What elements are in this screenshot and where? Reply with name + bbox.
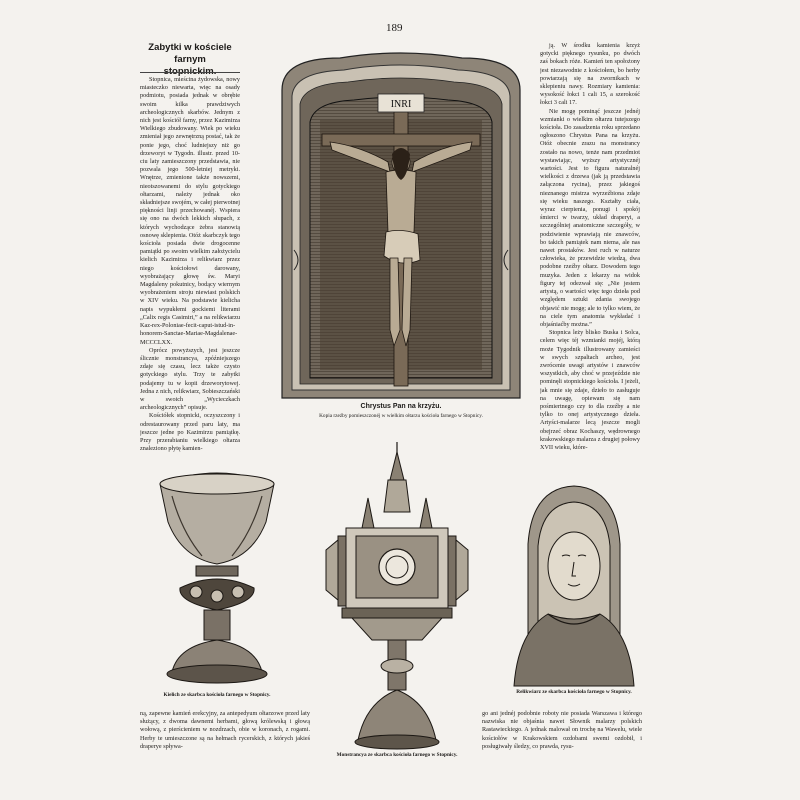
bottom-right-text <box>482 710 642 780</box>
crucifix-caption: Chrystus Pan na krzyżu. <box>360 403 442 410</box>
bottom-left-text <box>140 710 310 780</box>
reliquary-engraving <box>508 484 640 688</box>
paragraph: Stopnica, mieścina żydowska, nowy miasteczko niewarta, więc na osady podmiotu, posiada jednak w obrębie swoim kilka prawdziwych archeologicznych skarbów. Jednym z nich jest kościół farny, przez Kazimirza Wielkiego zbudowany. Wiek po wieku zmieniał jego zewnętrzną postać, tak że ponie jego, choć ludniejszy niż go drzeworyt w Tygodn. illustr. przed 10-ciu laty zamieszczony przedstawia, nie pozwala jego 500-letniej metryki. Wnętrze, zmienione także nowszemi, nieotszowanemi do stylu gotyckiego ołtarzami, należy jednak oko składniejsze swojém, w całej pierwotnej piękności linji przechowanéj. Wspiera się ono na dwóch lekkich słupach, z których wychodzące żebra stanowią osnowę sklepienia. Otóż skarbczyk tego kościoła posiada dwie drogocenne pamiątki po swoim wielkim założycielu kielich Kazimirza i relikwiarz przez niego kościołowi darowany, wyobrażający głowę św. Maryi Magdaleny pokutnicy, bodący wiernym wyobrażeniem stroju niewiast polskich w XIV wieku. Na podstawie kielicha napis wypukłemi gockiemi literami „Calix regis Casimiri,” a na relikwiarzu Kaz-rex-Poloniae-fecit-caput-istud-in-honorem-Sanctae-Mariae-Magdalenae-MCCCLXX. <box>140 76 240 346</box>
crucifix-figure <box>280 50 522 419</box>
inri-plaque-text: INRI <box>390 99 412 110</box>
paragraph: ją. W środku kamienia krzyż gotycki pięknego rysunku, po dwóch zaś bokach róże. Kamień ten społożony jest niezawodnie z kościołem, bo herby powtarzają się na zwornikach w sklepieniu nawy. Rozmiary kamienia: wysokość łokci 1 cali 15, a szerokość łokci 3 cali 17. <box>540 42 640 107</box>
paragraph: Oprócz powyższych, jest jeszcze ślicznie monstrancya, zpóźniejszego zdaje się czasu, lecz także czysto gotyckiego stylu. Trzy te zabytki podajemy tu w kopii drzeworytowej. Jedna z nich, relikwiarz, Sobieszczański w swoich „Wycieczkach archeologicznych” opisuje. <box>140 346 240 412</box>
paragraph: ną, zapewne kamień erekcyjny, za antepedyum ołtarzowe przed laty służący, z dwoma dawnemi herbami, głową królewską i głową wołową, z pierścieniem w nozdrzach, obie w koronach, z rogami. Herby te umieszczone są na hełmach rycerskich, z których jakieś draperye spływa- <box>140 710 310 750</box>
paragraph: go ani jednéj podobnie roboty nie posiada Warszawa i którego nazwiska nie objaśnia nawet Słownik malarzy polskich Rastawieckiego. A jednak malował on trochę na Wawelu, wiele kościołów w Krakowskiem ozdobami swemi ozdobił, i posługiwały śledzy, co prawda, rysu- <box>482 710 642 750</box>
chalice-engraving <box>152 462 282 690</box>
chalice-caption: Kielich ze skarbca kościoła farnego w Stopnicy. <box>163 692 271 698</box>
paragraph: Nie mogę pominąć jeszcze jednéj wzmianki o wielkim ołtarzu tutejszego kościoła. Do zasadzenia roku sprzedano ogłoszono Chrystus Pana na krzyżu. Otóż obecnie zrazu na monstrancy zostało na nowo, tenże nam przedmiot wystawiając, wyższy artystycznéj wartości. Jest to figura naturalnéj wielkości z drzewa (jak ją przedstawia załączona rycina), przez jakiegoś nieznanego mistrza wyrzeźbiona zdaje się wieku naszego. Kształty ciała, wyraz cierpienia, ponugi i spokój śmierci w twarzy, układ draperyi, a szczególniej anatomiczne szczegóły, w podziwienie wprawiają nie znawców, bo takich pamiątek nam niema, ale nas nawet prostaków. Jest ruch w naturze człowieka, że przewidzie wiedzą, dwa podobne rzeźby ołtarz. Dowodem tego muzyka. Jeden z lekarzy na widok figury tej odezwał się: „Nie jestem artystą, o wartości więc tego dzieła pod względem sztuki zdania swojego objawić nie mogę; ale to tylko wiem, że na ciele tym anatomia wykładać i objaśniaćby można.” <box>540 107 640 328</box>
reliquary-caption: Relikwiarz ze skarbca kościoła farnego w Stopnicy. <box>516 689 632 695</box>
reliquary-figure <box>508 484 640 698</box>
article-title-line1: Zabytki w kościele farnym <box>148 42 232 65</box>
article-title-line2: stopnickim. <box>163 66 217 77</box>
title-rule <box>140 72 240 73</box>
page-number: 189 <box>386 22 403 34</box>
monstrance-figure <box>322 440 472 762</box>
left-column-body <box>140 76 240 452</box>
right-column <box>540 42 640 452</box>
crucifix-engraving <box>280 50 522 400</box>
crucifix-subcaption: Kopia rzeźby pomieszczonéj w wielkim ołtarzu kościoła farnego w Stopnicy. <box>319 413 483 419</box>
monstrance-caption: Monstrancya ze skarbca kościoła farnego w Stopnicy. <box>336 752 458 758</box>
paragraph: Stopnica leży blisko Buska i Solca, celem więc téj wzmianki mojéj, którą może Tygodnik illustrowany zamieści w swych szpaltach archeo, jest zwrócenie uwagi artystów i znawców wszystkich, aby choć w przejeździe nie pominęli stopnickiego kościoła. I jeżeli, jak mnie się zdaje, dzieło to zasługuje na uwagę, opiewam się nam pośmiertnego czy to dla rzeźby a nie tylko to onej artystycznego dzieła. Artyści-malarze lecą jeszcze mogli obejrzeć obraz Kochaszy, wędrownego krakowskiego malarza z drugiej połowy XVII wieku, które- <box>540 329 640 451</box>
monstrance-engraving <box>322 440 472 752</box>
paragraph: Kościółek stopnicki, oczyszczony i odrestaurowany przed paru laty, ma jeszcze jedne po Kazimirzu pamiątkę. Przy przerabianiu wielkiego ołtarza znaleziono płytę kamien- <box>140 412 240 452</box>
chalice-figure <box>152 462 282 700</box>
